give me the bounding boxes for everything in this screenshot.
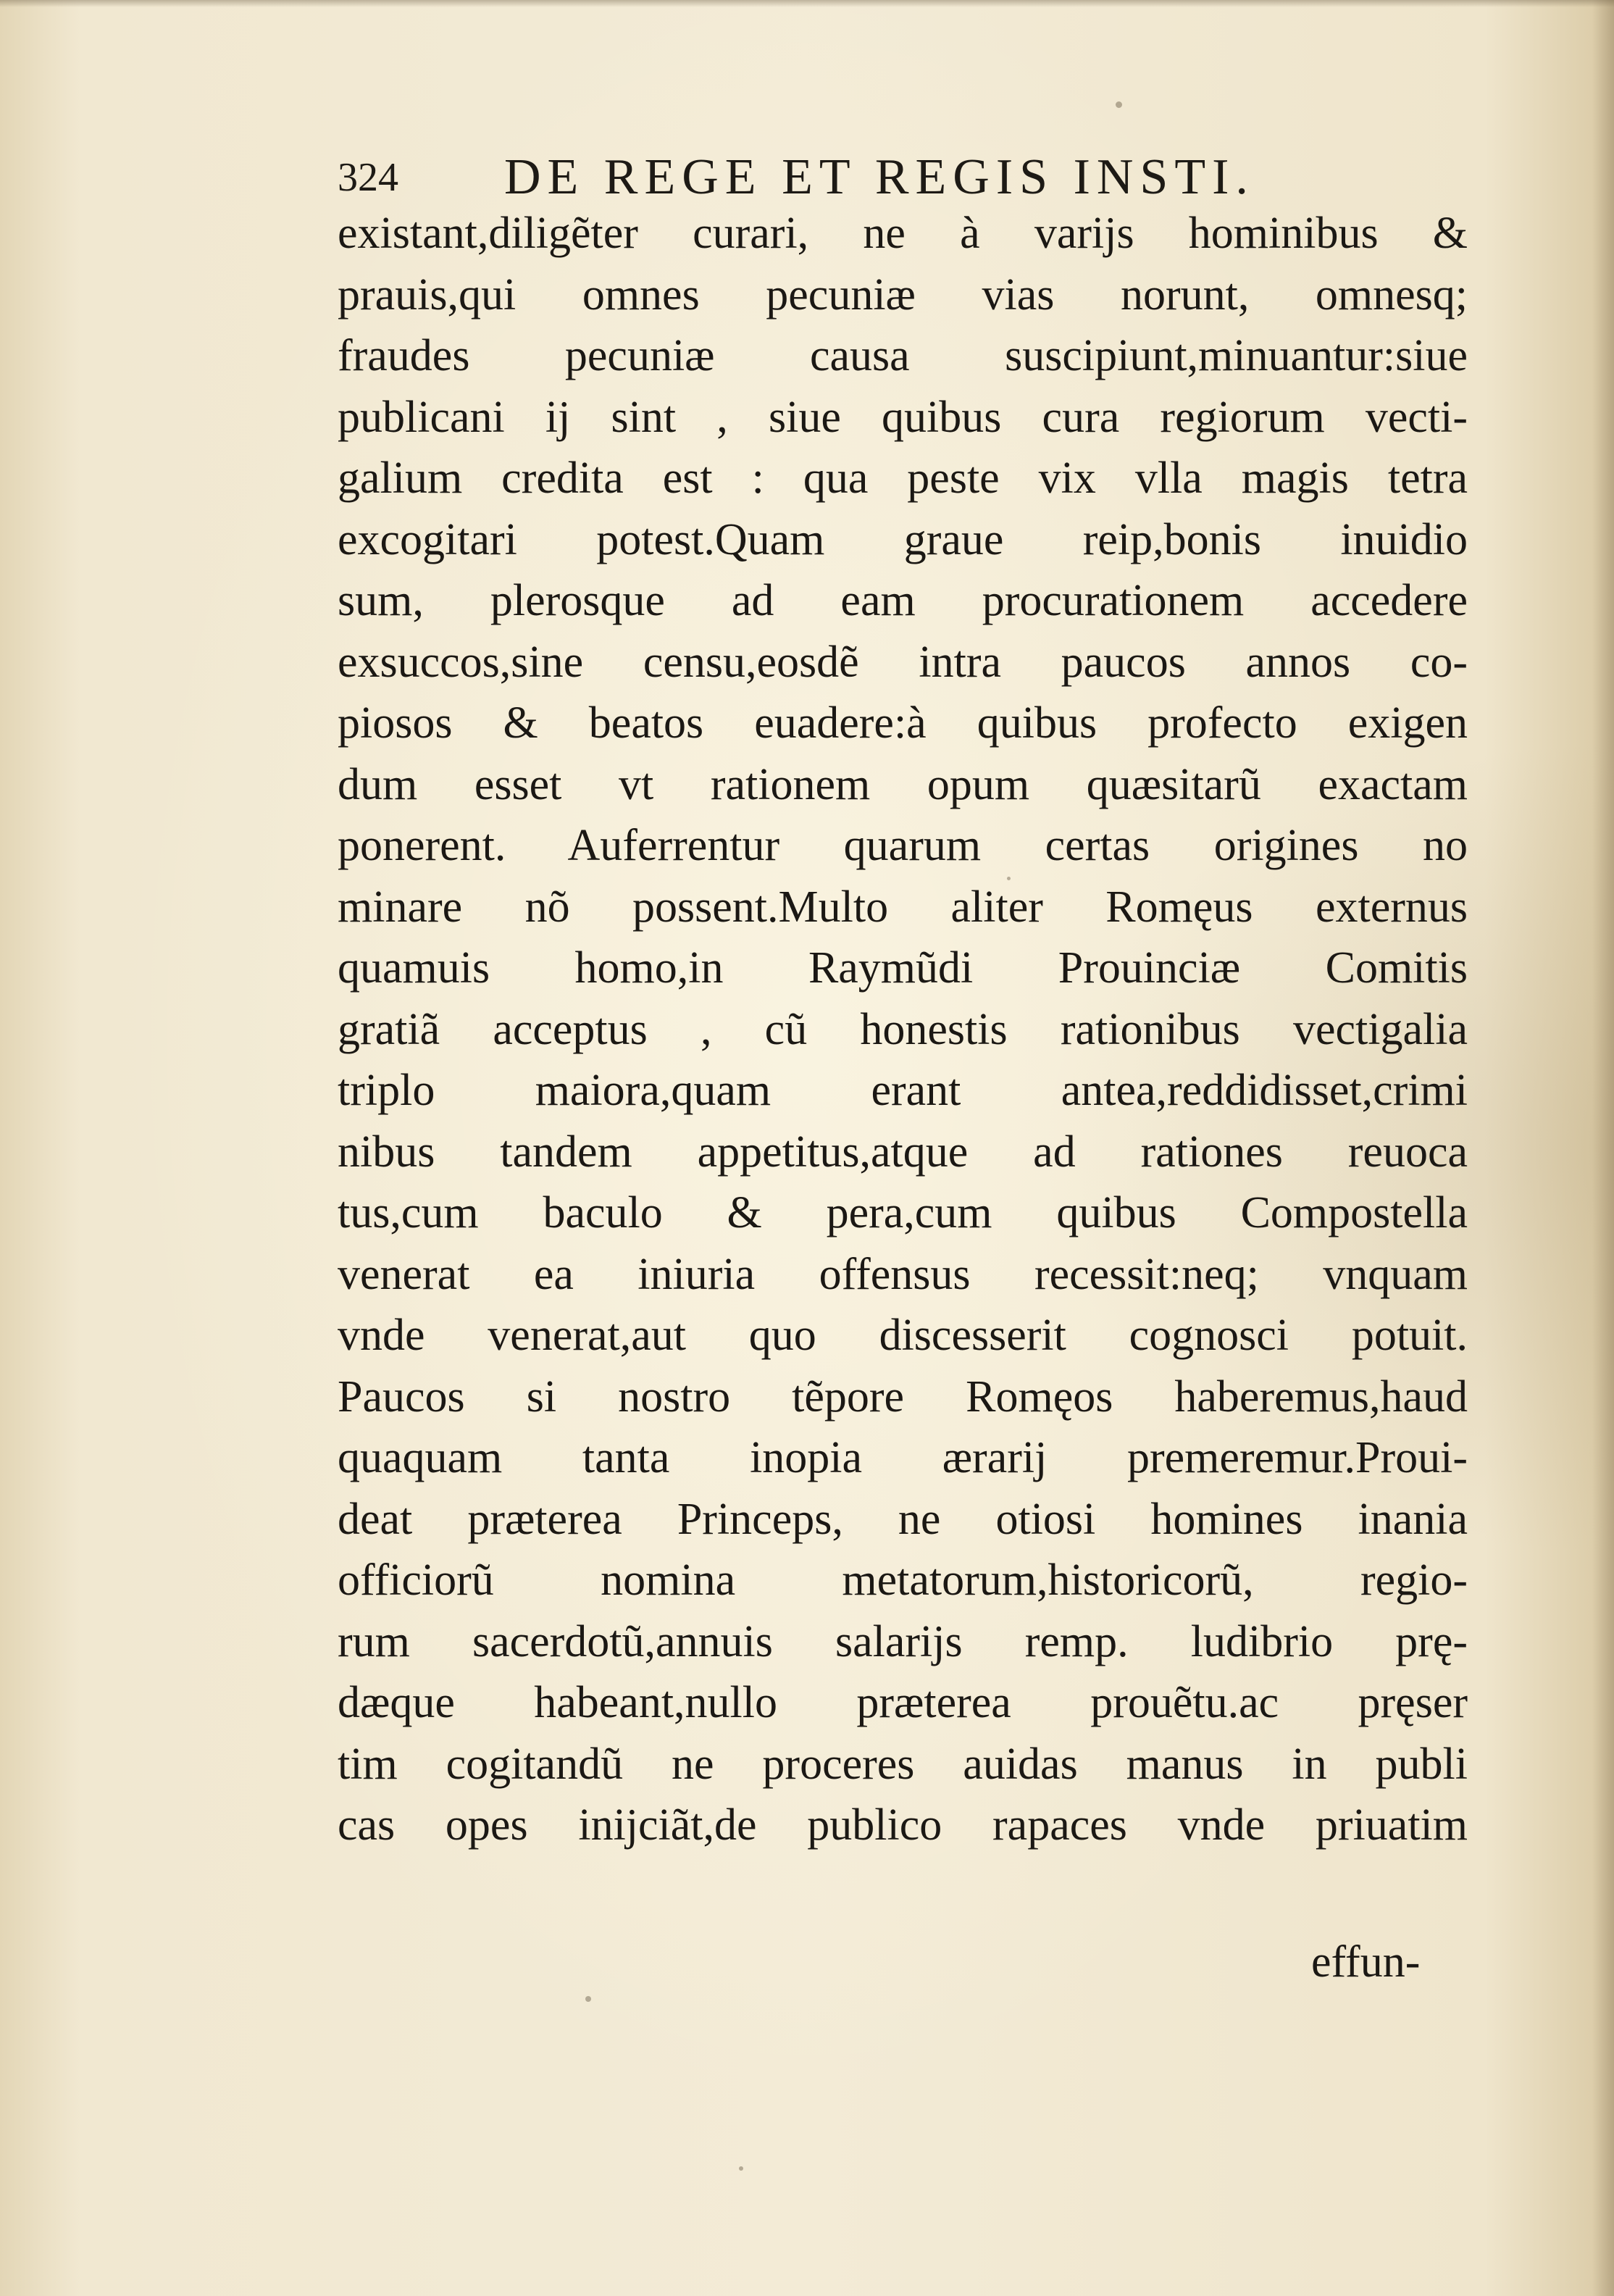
page-top-edge	[0, 0, 1614, 7]
text-line: fraudes pecuniæ causa suscipiunt,minuantur:siue	[338, 331, 1468, 380]
text-line: quaquam tanta inopia ærarij premeremur.Proui-	[338, 1433, 1468, 1482]
page-number: 324	[338, 155, 398, 200]
text-line: gratiã acceptus , cũ honestis rationibus vectigalia	[338, 1004, 1468, 1054]
text-line: venerat ea iniuria offensus recessit:neq; vnquam	[338, 1249, 1468, 1299]
text-line: galium credita est : qua peste vix vlla magis tetra	[338, 454, 1468, 503]
paper-speck	[585, 1996, 591, 2002]
text-line: dæque habeant,nullo præterea prouẽtu.ac pręser	[338, 1678, 1468, 1727]
body-text	[338, 203, 1468, 1856]
text-line: dum esset vt rationem opum quæsitarũ exactam	[338, 759, 1468, 809]
text-line: sum, plerosque ad eam procurationem accedere	[338, 576, 1468, 625]
text-line: tus,cum baculo & pera,cum quibus Compostella	[338, 1188, 1468, 1237]
text-line: triplo maiora,quam erant antea,reddidisset,crimi	[338, 1066, 1468, 1115]
running-title: DE REGE ET REGIS INSTI.	[504, 149, 1255, 205]
text-line: piosos & beatos euadere:à quibus profecto exigen	[338, 698, 1468, 748]
text-line: nibus tandem appetitus,atque ad rationes reuoca	[338, 1127, 1468, 1177]
text-line: vnde venerat,aut quo discesserit cognosci potuit.	[338, 1311, 1468, 1360]
text-line: rum sacerdotũ,annuis salarijs remp. ludibrio prę-	[338, 1616, 1468, 1666]
text-line: quamuis homo,in Raymũdi Prouinciæ Comitis	[338, 943, 1468, 993]
catchword: effun-	[1311, 1937, 1421, 1987]
text-line: exsuccos,sine censu,eosdẽ intra paucos annos co-	[338, 637, 1468, 687]
text-line: publicani ij sint , siue quibus cura regiorum vecti-	[338, 392, 1468, 442]
text-line: cas opes inijciãt,de publico rapaces vnde priuatim	[338, 1800, 1468, 1850]
text-line: ponerent. Auferrentur quarum certas origines no	[338, 821, 1468, 870]
text-line: officiorũ nomina metatorum,historicorũ, regio-	[338, 1556, 1468, 1605]
running-head	[338, 145, 1468, 210]
text-line: excogitari potest.Quam graue reip,bonis inuidio	[338, 514, 1468, 564]
page-edge-shadow	[1592, 0, 1614, 2296]
text-line: prauis,qui omnes pecuniæ vias norunt, omnesq;	[338, 270, 1468, 320]
paper-speck	[1116, 101, 1122, 108]
text-line: Paucos si nostro tẽpore Romęos haberemus,haud	[338, 1372, 1468, 1422]
text-line: tim cogitandũ ne proceres auidas manus in publi	[338, 1739, 1468, 1789]
paper-speck	[739, 2166, 743, 2171]
text-line: existant,diligẽter curari, ne à varijs hominibus &	[338, 209, 1468, 258]
paper-speck	[1007, 877, 1011, 880]
text-line: minare nõ possent.Multo aliter Romęus externus	[338, 882, 1468, 932]
text-line: deat præterea Princeps, ne otiosi homines inania	[338, 1494, 1468, 1544]
